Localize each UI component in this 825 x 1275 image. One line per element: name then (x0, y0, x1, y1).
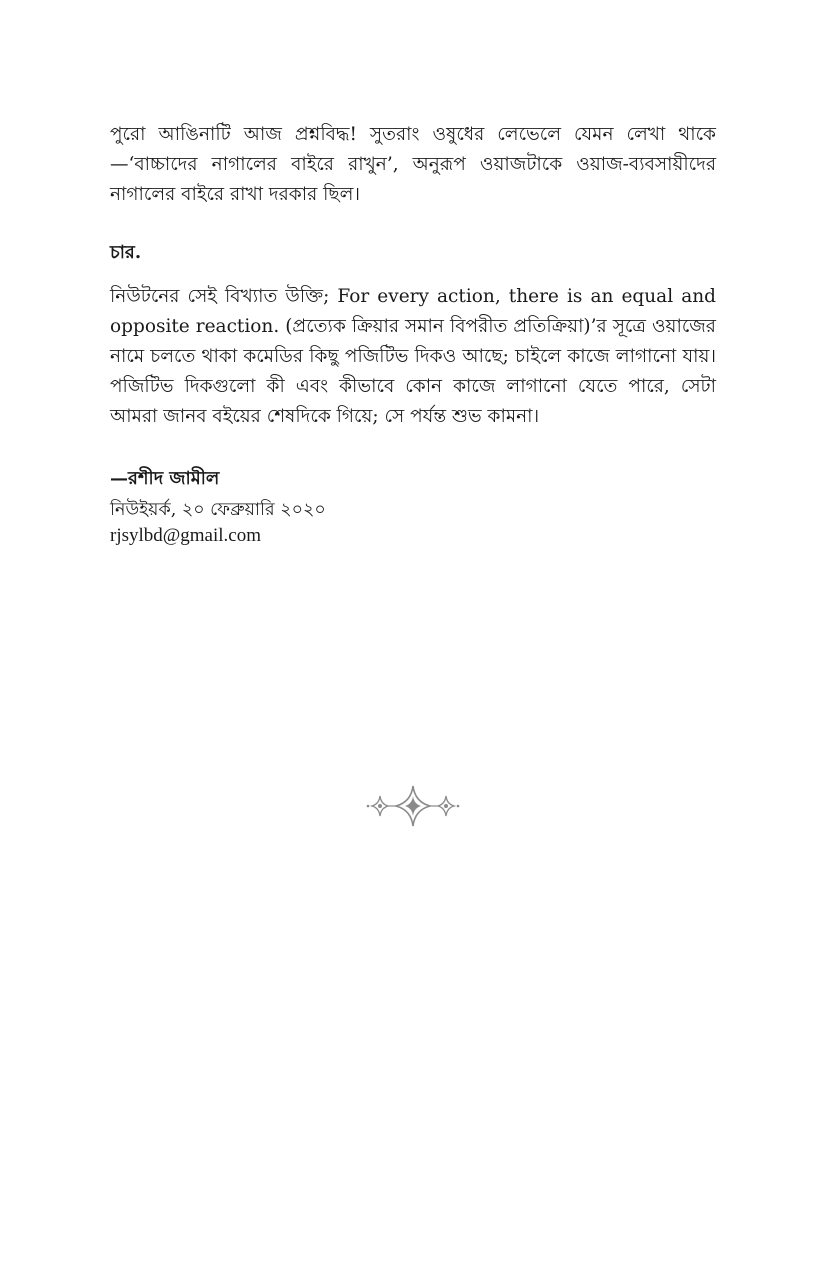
paragraph-intro: পুরো আঙিনাটি আজ প্রশ্নবিদ্ধ! সুতরাং ওষুধের লেভেলে যেমন লেখা থাকে—‘বাচ্চাদের নাগালের বাইরে রাখুন’, অনুরূপ ওয়াজটাকে ওয়াজ-ব্যবসায়ীদের নাগালের বাইরে রাখা দরকার ছিল। (110, 124, 716, 205)
place-date: নিউইয়র্ক, ২০ ফেব্রুয়ারি ২০২০ (110, 500, 326, 520)
paragraph-newton: নিউটনের সেই বিখ্যাত উক্তি; For every action, there is an equal and opposite reaction. (প্রত্যেক ক্রিয়ার সমান বিপরীত প্রতিক্রিয়া)’র সূত্রে ওয়াজের নামে চলতে থাকা কমেডির কিছু পজিটিভ দিকও আছে; চাইলে কাজে লাগানো যায়। পজিটিভ দিকগুলো কী এবং কীভাবে কোন কাজে লাগানো যেতে পারে, সেটা আমরা জানব বইয়ের শেষদিকে গিয়ে; সে পর্যন্ত শুভ কামনা। (110, 286, 716, 427)
diamond-star-ornament-icon (366, 784, 460, 828)
author-signature: —রশীদ জামীল (110, 468, 220, 489)
author-email: rjsylbd@gmail.com (110, 525, 262, 546)
section-heading: চার. (110, 242, 142, 263)
